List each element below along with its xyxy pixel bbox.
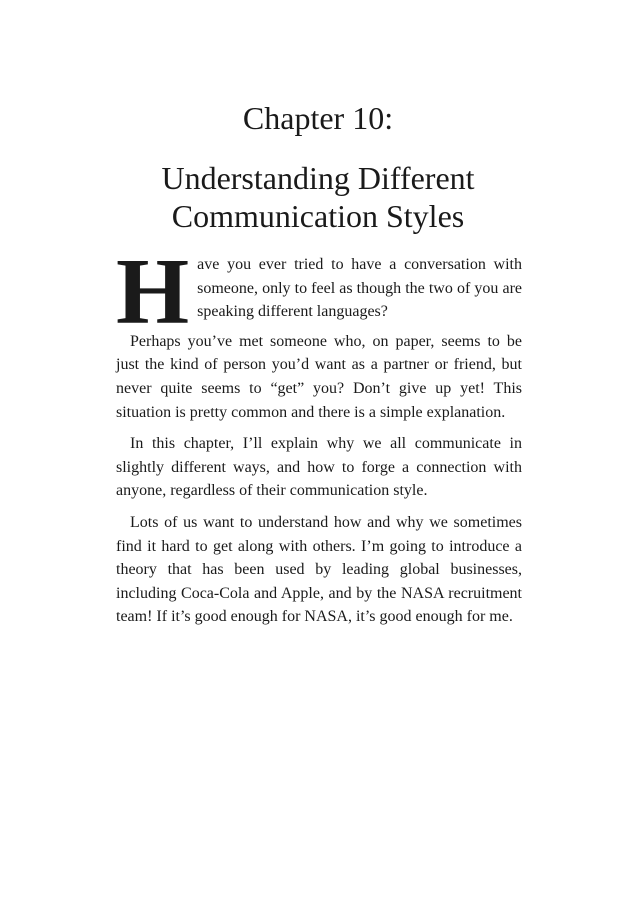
chapter-number: Chapter 10:	[242, 100, 394, 136]
chapter-title	[0, 159, 636, 235]
paragraph-3: In this chapter, I’ll explain why we all communicate in slightly different ways, and how to forge a connection with anyone, regardless of their communication style.	[116, 435, 522, 500]
paragraph-4: Lots of us want to understand how and why we sometimes find it hard to get along with others. I’m going to introduce a theory that has been used by leading global businesses, including Coca-Cola and Apple, and by the NASA recruitment team! If it’s good enough for NASA, it’s good enough for me.	[116, 513, 522, 626]
drop-cap: H	[116, 240, 190, 344]
chapter-body	[116, 240, 522, 637]
opening-paragraph-text: ave you ever tried to have a conversation with someone, only to feel as though the two of you are speaking different languages?	[197, 256, 522, 321]
opening-paragraph	[116, 240, 522, 344]
chapter-title-line-2: Communication Styles	[171, 198, 465, 234]
chapter-title-line-1: Understanding Different	[161, 160, 475, 196]
paragraph-2: Perhaps you’ve met someone who, on paper, seems to be just the kind of person you’d want as a partner or friend, but never quite seems to “get” you? Don’t give up yet! This situation is pretty common and there is a simple explanation.	[116, 332, 522, 421]
